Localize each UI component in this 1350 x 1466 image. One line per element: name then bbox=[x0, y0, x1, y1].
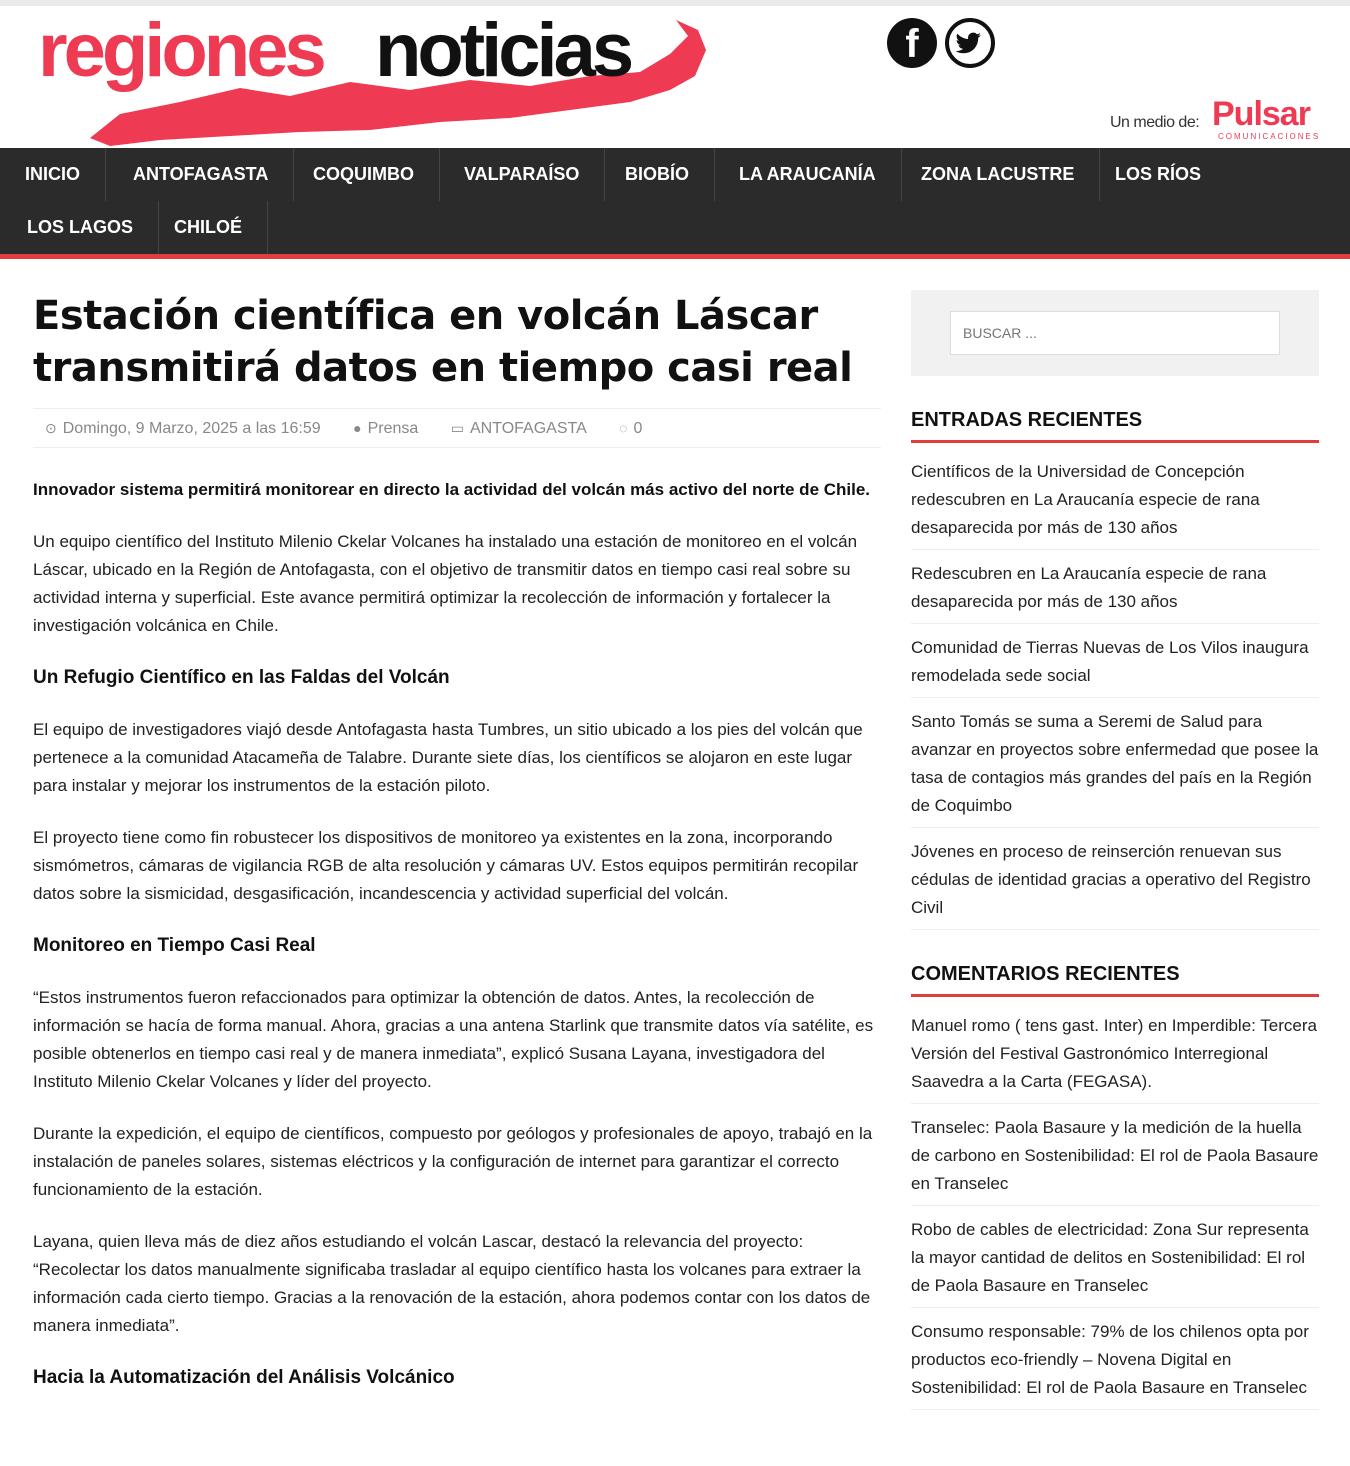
clock-icon: ⊙ bbox=[45, 420, 57, 436]
recent-comment-link[interactable]: Transelec: Paola Basaure y la medición de la huella de carbono en Sostenibilidad: El rol de Paola Basaure en Transelec bbox=[911, 1112, 1319, 1206]
pulsar-tagline: COMUNICACIONES bbox=[1218, 132, 1321, 141]
article-paragraph: El equipo de investigadores viajó desde Antofagasta hasta Tumbres, un sitio ubicado a los pies del volcán que pertenece a la comunidad Atacameña de Talabre. Durante siete días, los científicos se alojaron en este lugar para instalar y mejorar los instrumentos de la estación piloto. bbox=[33, 720, 863, 795]
article-paragraph: “Estos instrumentos fueron refaccionados para optimizar la obtención de datos. Antes, la recolección de información se hacía de forma manual. Ahora, gracias a una antena Starlink que transmite datos vía satélite, es posible obtenerlos en tiempo casi real y de manera inmediata”, explicó Susana Layana, investigadora del Instituto Milenio Ckelar Volcanes y líder del proyecto. bbox=[33, 988, 874, 1091]
nav-item-zona-lacustre[interactable]: ZONA LACUSTRE bbox=[896, 148, 1100, 201]
medio-label: Un medio de: bbox=[1110, 114, 1200, 131]
recent-post-link[interactable]: Científicos de la Universidad de Concepción redescubren en La Araucanía especie de rana desaparecida por más de 130 años bbox=[911, 456, 1319, 550]
site-logo[interactable] bbox=[30, 6, 720, 151]
main-nav bbox=[0, 148, 1350, 254]
site-header bbox=[0, 6, 1350, 148]
article-title: Estación científica en volcán Láscar transmitirá datos en tiempo casi real bbox=[33, 293, 853, 391]
twitter-icon[interactable] bbox=[945, 18, 995, 68]
nav-accent-bar bbox=[0, 254, 1350, 259]
recent-post-link[interactable]: Comunidad de Tierras Nuevas de Los Vilos inaugura remodelada sede social bbox=[911, 632, 1319, 698]
meta-comments[interactable] bbox=[619, 420, 656, 437]
search-input[interactable] bbox=[950, 311, 1280, 355]
article-meta bbox=[33, 408, 881, 448]
recent-post-link[interactable]: Redescubren en La Araucanía especie de rana desaparecida por más de 130 años bbox=[911, 558, 1319, 624]
article-lead: Innovador sistema permitirá monitorear en directo la actividad del volcán más activo del norte de Chile. bbox=[33, 480, 871, 499]
nav-item-coquimbo[interactable]: COQUIMBO bbox=[288, 148, 440, 201]
recent-comment-link[interactable]: Robo de cables de electricidad: Zona Sur representa la mayor cantidad de delitos en Sostenibilidad: El rol de Paola Basaure en Transelec bbox=[911, 1214, 1319, 1308]
recent-post-link[interactable]: Santo Tomás se suma a Seremi de Salud para avanzar en proyectos sobre enfermedad que posee la tasa de contagios más grandes del país en la Región de Coquimbo bbox=[911, 706, 1319, 828]
recent-posts-title: ENTRADAS RECIENTES bbox=[911, 409, 1319, 443]
pulsar-logo[interactable] bbox=[1212, 94, 1322, 144]
folder-icon: ▭ bbox=[450, 420, 464, 436]
nav-item-la-araucania[interactable]: LA ARAUCANÍA bbox=[714, 148, 902, 201]
article-subheading: Monitoreo en Tiempo Casi Real bbox=[33, 935, 316, 956]
facebook-icon[interactable]: f bbox=[887, 18, 937, 68]
meta-comments-text: 0 bbox=[633, 420, 643, 437]
sidebar bbox=[911, 290, 1319, 1418]
search-widget bbox=[911, 290, 1319, 376]
logo-word-noticias: noticias bbox=[375, 8, 631, 93]
nav-item-los-lagos[interactable]: LOS LAGOS bbox=[2, 201, 159, 254]
article-paragraph: Un equipo científico del Instituto Milenio Ckelar Volcanes ha instalado una estación de monitoreo en el volcán Láscar, ubicado en la Región de Antofagasta, con el objetivo de transmitir datos en tiempo casi real sobre su actividad interna y superficial. Este avance permitirá optimizar la recolección de información y fortalecer la investigación volcánica en Chile. bbox=[33, 532, 858, 635]
recent-comments-list bbox=[911, 1010, 1319, 1410]
nav-item-los-rios[interactable]: LOS RÍOS bbox=[1115, 164, 1202, 184]
nav-item-inicio[interactable]: INICIO bbox=[0, 148, 106, 201]
nav-item-biobio[interactable]: BIOBÍO bbox=[600, 148, 715, 201]
meta-category-text: ANTOFAGASTA bbox=[469, 420, 587, 437]
meta-author[interactable] bbox=[353, 420, 432, 437]
meta-date-text: Domingo, 9 Marzo, 2025 a las 16:59 bbox=[62, 420, 321, 437]
meta-date bbox=[45, 420, 335, 437]
article-paragraph: Layana, quien lleva más de diez años estudiando el volcán Lascar, destacó la relevancia del proyecto: “Recolectar los datos manualmente significaba trasladar al equipo científico hasta los volcanes para extraer la información cada cierto tiempo. Gracias a la renovación de la estación, ahora podemos contar con los datos de manera inmediata”. bbox=[33, 1232, 871, 1335]
nav-item-antofagasta[interactable]: ANTOFAGASTA bbox=[108, 148, 294, 201]
recent-comments-title: COMENTARIOS RECIENTES bbox=[911, 963, 1319, 997]
article bbox=[33, 290, 881, 1392]
pulsar-wordmark: Pulsar bbox=[1212, 95, 1310, 133]
article-paragraph: Durante la expedición, el equipo de científicos, compuesto por geólogos y profesionales de apoyo, trabajó en la instalación de paneles solares, sistemas eléctricos y la configuración de internet para garantizar el correcto funcionamiento de la estación. bbox=[33, 1124, 873, 1199]
recent-post-link[interactable]: Jóvenes en proceso de reinserción renuevan sus cédulas de identidad gracias a operativo del Registro Civil bbox=[911, 836, 1319, 930]
recent-posts-list bbox=[911, 456, 1319, 930]
meta-author-text: Prensa bbox=[367, 420, 419, 437]
recent-comment-link[interactable]: Manuel romo ( tens gast. Inter) en Imperdible: Tercera Versión del Festival Gastronómico Interregional Saavedra a la Carta (FEGASA). bbox=[911, 1010, 1319, 1104]
meta-category[interactable] bbox=[451, 420, 601, 437]
comment-icon: ◌ bbox=[619, 420, 628, 436]
nav-item-valparaiso[interactable]: VALPARAÍSO bbox=[439, 148, 605, 201]
nav-item-chiloe[interactable]: CHILOÉ bbox=[149, 201, 268, 254]
recent-comment-link[interactable]: Consumo responsable: 79% de los chilenos opta por productos eco-friendly – Novena Digital en Sostenibilidad: El rol de Paola Basaure en Transelec bbox=[911, 1316, 1319, 1410]
user-icon: ● bbox=[353, 420, 362, 436]
article-paragraph: El proyecto tiene como fin robustecer los dispositivos de monitoreo ya existentes en la zona, incorporando sismómetros, cámaras de vigilancia RGB de alta resolución y cámaras UV. Estos equipos permitirán recopilar datos sobre la sismicidad, desgasificación, incandescencia y actividad superficial del volcán. bbox=[33, 828, 859, 903]
logo-word-regiones: regiones bbox=[38, 8, 323, 93]
article-subheading: Un Refugio Científico en las Faldas del Volcán bbox=[33, 667, 450, 688]
article-subheading: Hacia la Automatización del Análisis Volcánico bbox=[33, 1367, 455, 1388]
